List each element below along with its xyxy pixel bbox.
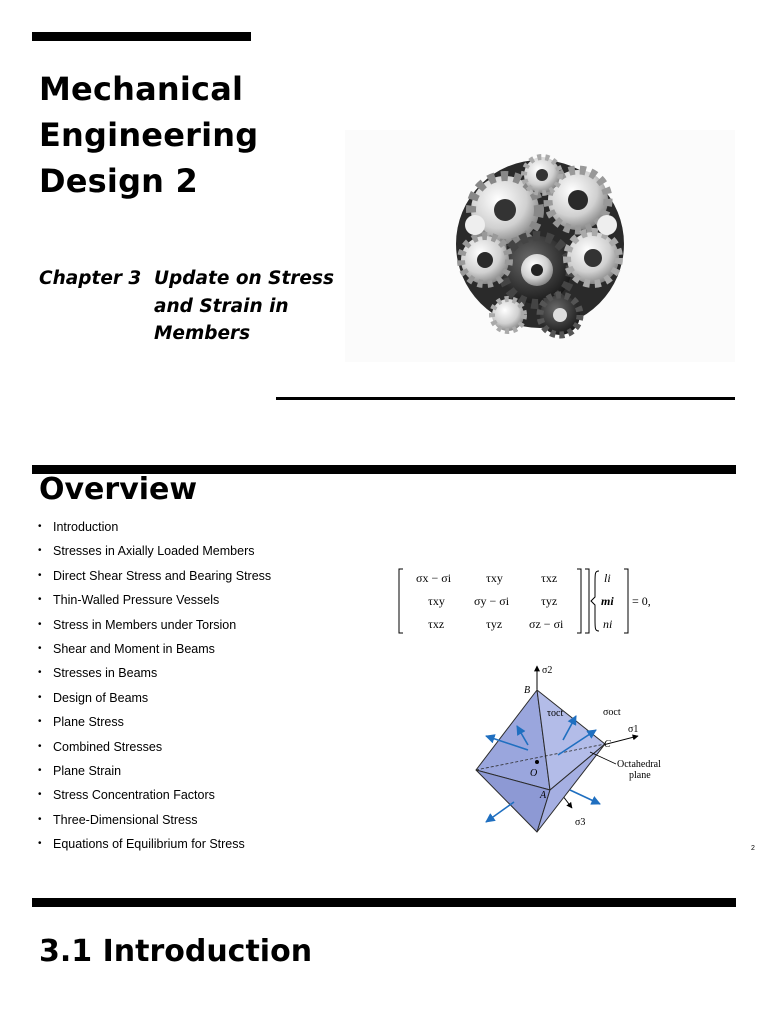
matrix-cell: τyz <box>541 594 558 608</box>
list-item: • Design of Beams <box>38 690 149 705</box>
list-item: • Stresses in Beams <box>38 666 158 681</box>
list-item: • Combined Stresses <box>38 739 163 754</box>
intro-title: 3.1 Introduction <box>39 934 313 969</box>
point-a-label: A <box>540 790 547 801</box>
title-line-1: Mechanical <box>39 70 244 108</box>
list-item: • Introduction <box>38 520 119 534</box>
intro-top-bar <box>32 898 736 907</box>
point-o-label: O <box>530 768 538 779</box>
matrix-cell: τxz <box>541 571 558 585</box>
tau-oct-label: τoct <box>547 708 564 719</box>
list-item: • Three-Dimensional Stress <box>38 812 198 827</box>
vector-cell: li <box>604 571 611 585</box>
gears-sphere-image <box>345 130 735 362</box>
chapter-title-line-1: Update on Stress <box>154 268 335 289</box>
stress-matrix-equation <box>396 563 666 639</box>
matrix-rhs: = 0, <box>632 594 651 608</box>
sigma1-label: σ1 <box>628 724 639 735</box>
chapter-title-line-3: Members <box>154 323 251 344</box>
list-item: • Stresses in Axially Loaded Members <box>38 544 255 559</box>
vector-cell: ni <box>603 617 613 631</box>
topic-list <box>38 516 271 857</box>
sigma3-label: σ3 <box>575 817 586 828</box>
sigma-oct-label: σoct <box>603 707 621 718</box>
octahedral-plane-figure <box>468 660 678 835</box>
list-item: • Direct Shear Stress and Bearing Stress <box>38 568 272 583</box>
matrix-cell: σz − σi <box>529 617 564 631</box>
chapter-label: Chapter 3 <box>39 268 142 289</box>
sigma2-label: σ2 <box>542 665 553 676</box>
top-accent-bar <box>32 32 251 41</box>
title-line-2: Engineering <box>39 116 259 154</box>
octahedral-plane-label-2: plane <box>629 770 651 781</box>
chapter-heading <box>39 265 334 348</box>
vector-cell: mi <box>601 594 614 608</box>
matrix-cell: τxy <box>486 571 503 585</box>
chapter-title-line-2: and Strain in <box>154 295 289 317</box>
list-item: • Stress in Members under Torsion <box>38 617 237 632</box>
matrix-cell: τyz <box>486 617 503 631</box>
octahedral-plane-label-1: Octahedral <box>617 759 661 770</box>
list-item: • Thin-Walled Pressure Vessels <box>38 593 220 608</box>
list-item: • Plane Strain <box>38 763 122 778</box>
section-divider-line <box>276 397 735 400</box>
title-line-3: Design 2 <box>39 162 198 200</box>
matrix-cell: σx − σi <box>416 571 452 585</box>
matrix-cell: τxy <box>428 594 445 608</box>
point-c-label: C <box>604 739 611 750</box>
list-item: • Plane Stress <box>38 715 124 730</box>
matrix-cell: σy − σi <box>474 594 510 608</box>
slide-number: 2 <box>751 845 755 852</box>
slide-title <box>39 66 258 204</box>
overview-title: Overview <box>39 472 198 507</box>
point-b-label: B <box>524 685 531 696</box>
matrix-cell: τxz <box>428 617 445 631</box>
list-item: • Stress Concentration Factors <box>38 788 215 803</box>
list-item: • Equations of Equilibrium for Stress <box>38 837 245 852</box>
list-item: • Shear and Moment in Beams <box>38 641 215 656</box>
